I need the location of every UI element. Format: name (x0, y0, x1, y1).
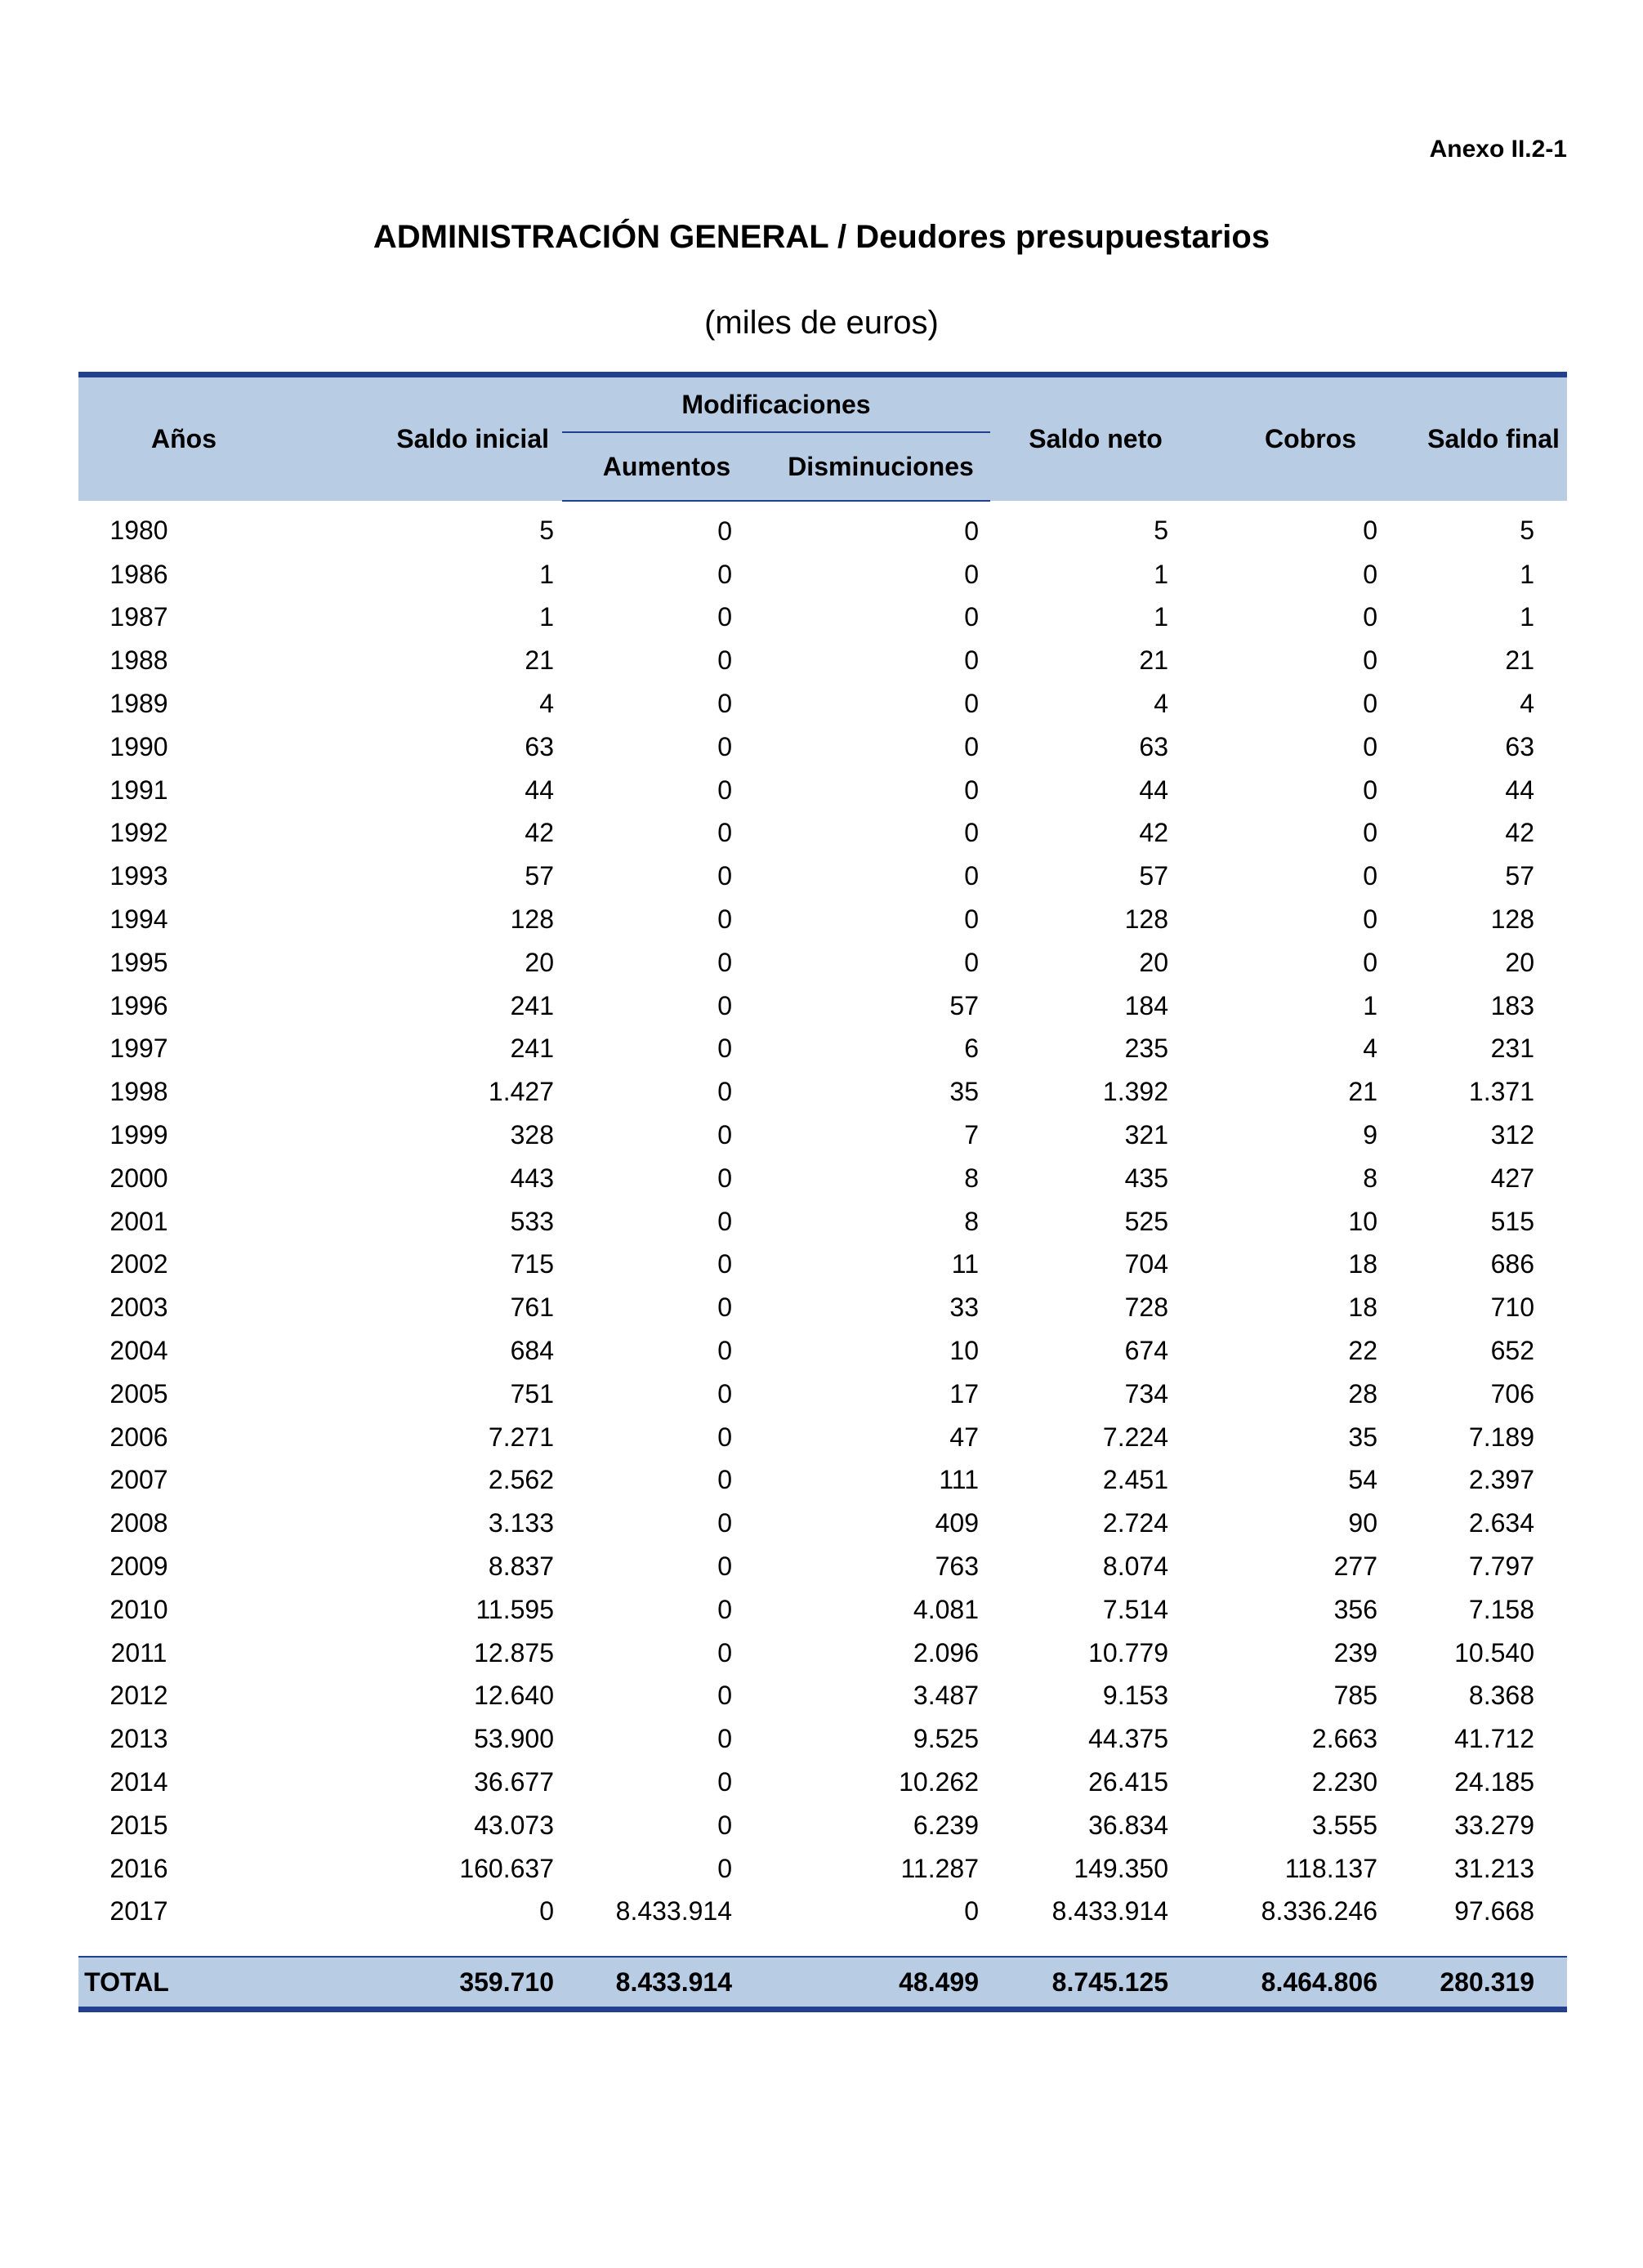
table-row (78, 1804, 1567, 1847)
cell-saldo-inicial: 11.595 (475, 1594, 554, 1624)
cell-saldo-neto: 734 (1124, 1378, 1168, 1409)
cell-saldo-final: 7.189 (1468, 1422, 1534, 1452)
cell-disminuciones: 111 (939, 1465, 979, 1495)
cell-year: 1989 (109, 689, 168, 719)
cell-cobros: 0 (1363, 689, 1377, 719)
header-years: Años (78, 375, 289, 502)
cell-saldo-final: 7.797 (1468, 1551, 1534, 1582)
cell-saldo-final: 21 (1505, 645, 1534, 676)
cell-saldo-neto: 525 (1124, 1206, 1168, 1236)
cell-cobros: 0 (1363, 947, 1377, 977)
cell-year: 2004 (109, 1336, 168, 1366)
table-row (78, 1329, 1567, 1373)
debtors-table (78, 372, 1567, 2012)
cell-saldo-neto: 184 (1124, 990, 1168, 1020)
cell-year: 1995 (109, 947, 168, 977)
cell-saldo-final: 7.158 (1468, 1594, 1534, 1624)
cell-saldo-neto: 435 (1124, 1163, 1168, 1193)
cell-saldo-final: 706 (1490, 1378, 1534, 1409)
table-row (78, 1847, 1567, 1891)
cell-saldo-inicial: 328 (510, 1120, 554, 1150)
cell-year: 2002 (109, 1249, 168, 1279)
cell-year: 2006 (109, 1422, 168, 1452)
cell-saldo-final: 8.368 (1468, 1681, 1534, 1711)
table-row (78, 1761, 1567, 1804)
cell-aumentos: 0 (717, 1034, 732, 1064)
table-row (78, 1632, 1567, 1675)
cell-saldo-neto: 5 (1154, 516, 1168, 546)
cell-saldo-neto: 36.834 (1088, 1810, 1168, 1840)
cell-aumentos: 0 (717, 1724, 732, 1754)
total-label: TOTAL (78, 1957, 289, 2010)
cell-aumentos: 0 (717, 1292, 732, 1323)
table-row (78, 1070, 1567, 1114)
cell-year: 2009 (109, 1551, 168, 1582)
cell-saldo-inicial: 761 (510, 1292, 554, 1323)
cell-year: 2015 (109, 1810, 168, 1840)
cell-saldo-final: 31.213 (1454, 1853, 1534, 1883)
cell-saldo-final: 515 (1490, 1206, 1534, 1236)
cell-disminuciones: 0 (964, 516, 979, 546)
cell-saldo-neto: 2.724 (1102, 1508, 1168, 1538)
cell-aumentos: 0 (717, 1465, 732, 1495)
cell-saldo-final: 2.397 (1468, 1465, 1534, 1495)
cell-saldo-final: 24.185 (1454, 1767, 1534, 1797)
cell-cobros: 21 (1348, 1077, 1377, 1107)
cell-year: 1980 (109, 516, 168, 546)
cell-saldo-neto: 704 (1124, 1249, 1168, 1279)
cell-cobros: 2.663 (1311, 1724, 1377, 1754)
table-row (78, 1545, 1567, 1588)
cell-saldo-inicial: 7.271 (488, 1422, 554, 1452)
cell-year: 1988 (109, 645, 168, 676)
table-row (78, 984, 1567, 1028)
cell-disminuciones: 0 (964, 602, 979, 632)
cell-saldo-final: 1 (1520, 602, 1534, 632)
table-row (78, 1891, 1567, 1934)
cell-saldo-neto: 2.451 (1102, 1465, 1168, 1495)
annex-label: Anexo II.2-1 (1429, 136, 1567, 163)
table-row (78, 855, 1567, 898)
cell-aumentos: 0 (717, 1508, 732, 1538)
cell-saldo-inicial: 12.875 (474, 1637, 554, 1668)
cell-disminuciones: 11.287 (900, 1853, 979, 1883)
cell-aumentos: 0 (717, 990, 732, 1020)
table-row (78, 1502, 1567, 1545)
cell-saldo-final: 1 (1520, 559, 1534, 589)
cell-cobros: 90 (1348, 1508, 1377, 1538)
cell-aumentos: 0 (717, 1551, 732, 1582)
table-row (78, 1373, 1567, 1416)
total-saldo-inicial: 359.710 (289, 1957, 562, 2010)
cell-saldo-neto: 1 (1154, 602, 1168, 632)
cell-saldo-neto: 57 (1139, 861, 1168, 891)
cell-saldo-neto: 728 (1124, 1292, 1168, 1323)
table-row (78, 1717, 1567, 1761)
cell-saldo-final: 652 (1490, 1336, 1534, 1366)
cell-saldo-final: 312 (1490, 1120, 1534, 1150)
cell-year: 1996 (109, 990, 168, 1020)
cell-cobros: 18 (1348, 1249, 1377, 1279)
cell-cobros: 0 (1363, 818, 1377, 848)
cell-saldo-neto: 20 (1139, 947, 1168, 977)
cell-saldo-final: 128 (1490, 904, 1534, 935)
cell-disminuciones: 409 (935, 1508, 979, 1538)
cell-saldo-inicial: 63 (525, 731, 554, 761)
cell-disminuciones: 35 (949, 1077, 979, 1107)
cell-saldo-neto: 128 (1124, 904, 1168, 935)
cell-saldo-neto: 9.153 (1102, 1681, 1168, 1711)
table-body (78, 501, 1567, 1933)
cell-saldo-neto: 21 (1139, 645, 1168, 676)
cell-saldo-final: 57 (1505, 861, 1534, 891)
table-row (78, 1588, 1567, 1632)
table-row (78, 1157, 1567, 1200)
cell-year: 2008 (109, 1508, 168, 1538)
cell-aumentos: 0 (717, 775, 732, 805)
cell-aumentos: 0 (717, 1637, 732, 1668)
cell-saldo-final: 42 (1505, 818, 1534, 848)
cell-disminuciones: 11 (951, 1249, 979, 1279)
total-cobros: 8.464.806 (1201, 1957, 1420, 2010)
cell-saldo-inicial: 8.837 (488, 1551, 554, 1582)
header-cobros: Cobros (1201, 375, 1420, 502)
cell-year: 1997 (109, 1034, 168, 1064)
cell-saldo-neto: 44.375 (1088, 1724, 1168, 1754)
cell-saldo-inicial: 715 (510, 1249, 554, 1279)
cell-disminuciones: 0 (964, 861, 979, 891)
cell-cobros: 1 (1363, 990, 1377, 1020)
cell-cobros: 8 (1363, 1163, 1377, 1193)
cell-cobros: 35 (1348, 1422, 1377, 1452)
cell-disminuciones: 0 (964, 904, 979, 935)
cell-saldo-inicial: 5 (539, 516, 554, 546)
cell-cobros: 8.336.246 (1261, 1896, 1377, 1926)
cell-year: 1993 (109, 861, 168, 891)
cell-aumentos: 0 (717, 689, 732, 719)
cell-saldo-final: 20 (1505, 947, 1534, 977)
table-row (78, 1114, 1567, 1157)
cell-saldo-inicial: 0 (539, 1896, 554, 1926)
cell-saldo-inicial: 2.562 (488, 1465, 554, 1495)
cell-cobros: 2.230 (1311, 1767, 1377, 1797)
cell-saldo-final: 2.634 (1468, 1508, 1534, 1538)
cell-disminuciones: 6 (964, 1034, 979, 1064)
table-row (78, 769, 1567, 812)
header-saldo-neto: Saldo neto (990, 375, 1201, 502)
cell-saldo-neto: 1.392 (1102, 1077, 1168, 1107)
cell-saldo-neto: 235 (1124, 1034, 1168, 1064)
cell-disminuciones: 763 (935, 1551, 979, 1582)
cell-saldo-final: 41.712 (1454, 1724, 1534, 1754)
cell-saldo-final: 183 (1490, 990, 1534, 1020)
cell-saldo-inicial: 684 (510, 1336, 554, 1366)
cell-saldo-neto: 674 (1124, 1336, 1168, 1366)
cell-aumentos: 0 (717, 861, 732, 891)
header-modificaciones: Modificaciones (562, 375, 990, 433)
cell-aumentos: 0 (717, 1853, 732, 1883)
cell-saldo-final: 1.371 (1468, 1077, 1534, 1107)
table-row (78, 1028, 1567, 1071)
table-row (78, 501, 1567, 553)
table-row (78, 596, 1567, 640)
cell-disminuciones: 4.081 (913, 1594, 979, 1624)
cell-disminuciones: 8 (964, 1163, 979, 1193)
cell-disminuciones: 9.525 (913, 1724, 979, 1754)
cell-saldo-final: 686 (1490, 1249, 1534, 1279)
cell-saldo-inicial: 20 (525, 947, 554, 977)
cell-cobros: 22 (1348, 1336, 1377, 1366)
cell-saldo-inicial: 1 (539, 559, 554, 589)
cell-disminuciones: 0 (964, 947, 979, 977)
total-saldo-final: 280.319 (1420, 1957, 1567, 2010)
cell-cobros: 10 (1348, 1206, 1377, 1236)
page-title: ADMINISTRACIÓN GENERAL / Deudores presupuestarios (373, 219, 1270, 255)
cell-saldo-inicial: 4 (539, 689, 554, 719)
cell-saldo-neto: 8.433.914 (1051, 1896, 1168, 1926)
cell-saldo-inicial: 128 (510, 904, 554, 935)
cell-saldo-inicial: 751 (510, 1378, 554, 1409)
total-disminuciones: 48.499 (771, 1957, 990, 2010)
cell-saldo-final: 10.540 (1454, 1637, 1534, 1668)
cell-saldo-final: 97.668 (1454, 1896, 1534, 1926)
cell-cobros: 0 (1363, 602, 1377, 632)
cell-saldo-final: 231 (1490, 1034, 1534, 1064)
header-disminuciones: Disminuciones (771, 432, 990, 501)
cell-cobros: 0 (1363, 516, 1377, 546)
cell-disminuciones: 0 (964, 818, 979, 848)
cell-year: 2007 (109, 1465, 168, 1495)
cell-saldo-neto: 7.224 (1102, 1422, 1168, 1452)
table-row (78, 553, 1567, 596)
cell-year: 2013 (109, 1724, 168, 1754)
cell-year: 2000 (109, 1163, 168, 1193)
cell-year: 2001 (109, 1206, 168, 1236)
table-row (78, 1286, 1567, 1329)
cell-saldo-neto: 1 (1154, 559, 1168, 589)
cell-cobros: 54 (1348, 1465, 1377, 1495)
cell-year: 1992 (109, 818, 168, 848)
cell-disminuciones: 0 (964, 559, 979, 589)
cell-cobros: 0 (1363, 731, 1377, 761)
cell-aumentos: 0 (717, 1163, 732, 1193)
cell-year: 1999 (109, 1120, 168, 1150)
cell-aumentos: 0 (717, 1422, 732, 1452)
cell-disminuciones: 0 (964, 1896, 979, 1926)
cell-year: 1986 (109, 559, 168, 589)
cell-saldo-neto: 44 (1139, 775, 1168, 805)
units-subtitle: (miles de euros) (704, 305, 939, 341)
cell-aumentos: 0 (717, 1120, 732, 1150)
cell-saldo-neto: 10.779 (1088, 1637, 1168, 1668)
cell-saldo-inicial: 533 (510, 1206, 554, 1236)
cell-aumentos: 0 (717, 904, 732, 935)
cell-saldo-final: 710 (1490, 1292, 1534, 1323)
cell-year: 2017 (109, 1896, 168, 1926)
cell-aumentos: 0 (717, 1767, 732, 1797)
cell-saldo-inicial: 1.427 (488, 1077, 554, 1107)
cell-saldo-final: 5 (1520, 516, 1534, 546)
cell-saldo-inicial: 42 (525, 818, 554, 848)
cell-year: 2010 (109, 1594, 168, 1624)
cell-saldo-inicial: 3.133 (488, 1508, 554, 1538)
cell-aumentos: 8.433.914 (615, 1896, 732, 1926)
cell-disminuciones: 8 (964, 1206, 979, 1236)
cell-disminuciones: 17 (949, 1378, 979, 1409)
cell-saldo-inicial: 12.640 (474, 1681, 554, 1711)
cell-cobros: 356 (1333, 1594, 1377, 1624)
cell-disminuciones: 2.096 (913, 1637, 979, 1668)
cell-aumentos: 0 (717, 1681, 732, 1711)
cell-disminuciones: 0 (964, 689, 979, 719)
cell-saldo-final: 4 (1520, 689, 1534, 719)
cell-saldo-neto: 321 (1124, 1120, 1168, 1150)
cell-year: 1987 (109, 602, 168, 632)
cell-cobros: 785 (1333, 1681, 1377, 1711)
cell-saldo-neto: 149.350 (1074, 1853, 1168, 1883)
cell-cobros: 28 (1348, 1378, 1377, 1409)
cell-cobros: 9 (1363, 1120, 1377, 1150)
cell-cobros: 239 (1333, 1637, 1377, 1668)
cell-saldo-neto: 26.415 (1088, 1767, 1168, 1797)
total-aumentos: 8.433.914 (562, 1957, 771, 2010)
cell-year: 1994 (109, 904, 168, 935)
cell-aumentos: 0 (717, 516, 732, 546)
total-row (78, 1957, 1567, 2010)
cell-saldo-final: 44 (1505, 775, 1534, 805)
cell-aumentos: 0 (717, 559, 732, 589)
cell-aumentos: 0 (717, 1378, 732, 1409)
cell-disminuciones: 7 (964, 1120, 979, 1150)
cell-saldo-inicial: 160.637 (459, 1853, 554, 1883)
cell-disminuciones: 3.487 (913, 1681, 979, 1711)
cell-saldo-neto: 7.514 (1102, 1594, 1168, 1624)
cell-year: 2005 (109, 1378, 168, 1409)
cell-aumentos: 0 (717, 818, 732, 848)
table-row (78, 725, 1567, 769)
cell-saldo-neto: 8.074 (1102, 1551, 1168, 1582)
cell-saldo-inicial: 241 (510, 990, 554, 1020)
cell-disminuciones: 10.262 (899, 1767, 979, 1797)
cell-cobros: 0 (1363, 645, 1377, 676)
cell-year: 2012 (109, 1681, 168, 1711)
table-row (78, 1243, 1567, 1287)
cell-year: 2016 (109, 1853, 168, 1883)
cell-disminuciones: 0 (964, 775, 979, 805)
cell-saldo-inicial: 44 (525, 775, 554, 805)
cell-year: 2014 (109, 1767, 168, 1797)
table-row (78, 639, 1567, 682)
table-row (78, 1675, 1567, 1718)
cell-cobros: 0 (1363, 904, 1377, 935)
header-aumentos: Aumentos (562, 432, 771, 501)
cell-saldo-neto: 63 (1139, 731, 1168, 761)
cell-saldo-inicial: 53.900 (474, 1724, 554, 1754)
cell-saldo-inicial: 1 (539, 602, 554, 632)
cell-saldo-inicial: 57 (525, 861, 554, 891)
table-row (78, 682, 1567, 725)
cell-aumentos: 0 (717, 1249, 732, 1279)
cell-year: 1990 (109, 731, 168, 761)
cell-disminuciones: 57 (949, 990, 979, 1020)
cell-aumentos: 0 (717, 1336, 732, 1366)
cell-aumentos: 0 (717, 1077, 732, 1107)
cell-year: 1998 (109, 1077, 168, 1107)
cell-saldo-final: 427 (1490, 1163, 1534, 1193)
cell-saldo-neto: 4 (1154, 689, 1168, 719)
cell-aumentos: 0 (717, 1206, 732, 1236)
cell-saldo-final: 63 (1505, 731, 1534, 761)
cell-aumentos: 0 (717, 602, 732, 632)
cell-saldo-inicial: 36.677 (474, 1767, 554, 1797)
cell-cobros: 3.555 (1311, 1810, 1377, 1840)
cell-disminuciones: 33 (949, 1292, 979, 1323)
cell-year: 1991 (109, 775, 168, 805)
cell-saldo-inicial: 43.073 (474, 1810, 554, 1840)
cell-disminuciones: 0 (964, 731, 979, 761)
cell-aumentos: 0 (717, 1594, 732, 1624)
cell-year: 2011 (110, 1637, 167, 1668)
table-row (78, 1200, 1567, 1243)
cell-cobros: 18 (1348, 1292, 1377, 1323)
cell-saldo-final: 33.279 (1454, 1810, 1534, 1840)
cell-aumentos: 0 (717, 731, 732, 761)
table-row (78, 941, 1567, 984)
cell-disminuciones: 0 (964, 645, 979, 676)
header-saldo-final: Saldo final (1420, 375, 1567, 502)
cell-disminuciones: 6.239 (913, 1810, 979, 1840)
cell-cobros: 277 (1333, 1551, 1377, 1582)
cell-cobros: 4 (1363, 1034, 1377, 1064)
cell-saldo-inicial: 443 (510, 1163, 554, 1193)
table-row (78, 898, 1567, 941)
cell-saldo-inicial: 21 (525, 645, 554, 676)
cell-aumentos: 0 (717, 947, 732, 977)
cell-year: 2003 (109, 1292, 168, 1323)
cell-cobros: 0 (1363, 559, 1377, 589)
total-saldo-neto: 8.745.125 (990, 1957, 1201, 2010)
header-saldo-inicial: Saldo inicial (289, 375, 562, 502)
table-row (78, 1459, 1567, 1502)
table-row (78, 812, 1567, 855)
cell-saldo-neto: 42 (1139, 818, 1168, 848)
cell-cobros: 0 (1363, 775, 1377, 805)
cell-aumentos: 0 (717, 645, 732, 676)
table-row (78, 1416, 1567, 1459)
cell-cobros: 0 (1363, 861, 1377, 891)
cell-aumentos: 0 (717, 1810, 732, 1840)
cell-disminuciones: 10 (949, 1336, 979, 1366)
cell-saldo-inicial: 241 (510, 1034, 554, 1064)
cell-cobros: 118.137 (1284, 1853, 1377, 1883)
cell-disminuciones: 47 (949, 1422, 979, 1452)
